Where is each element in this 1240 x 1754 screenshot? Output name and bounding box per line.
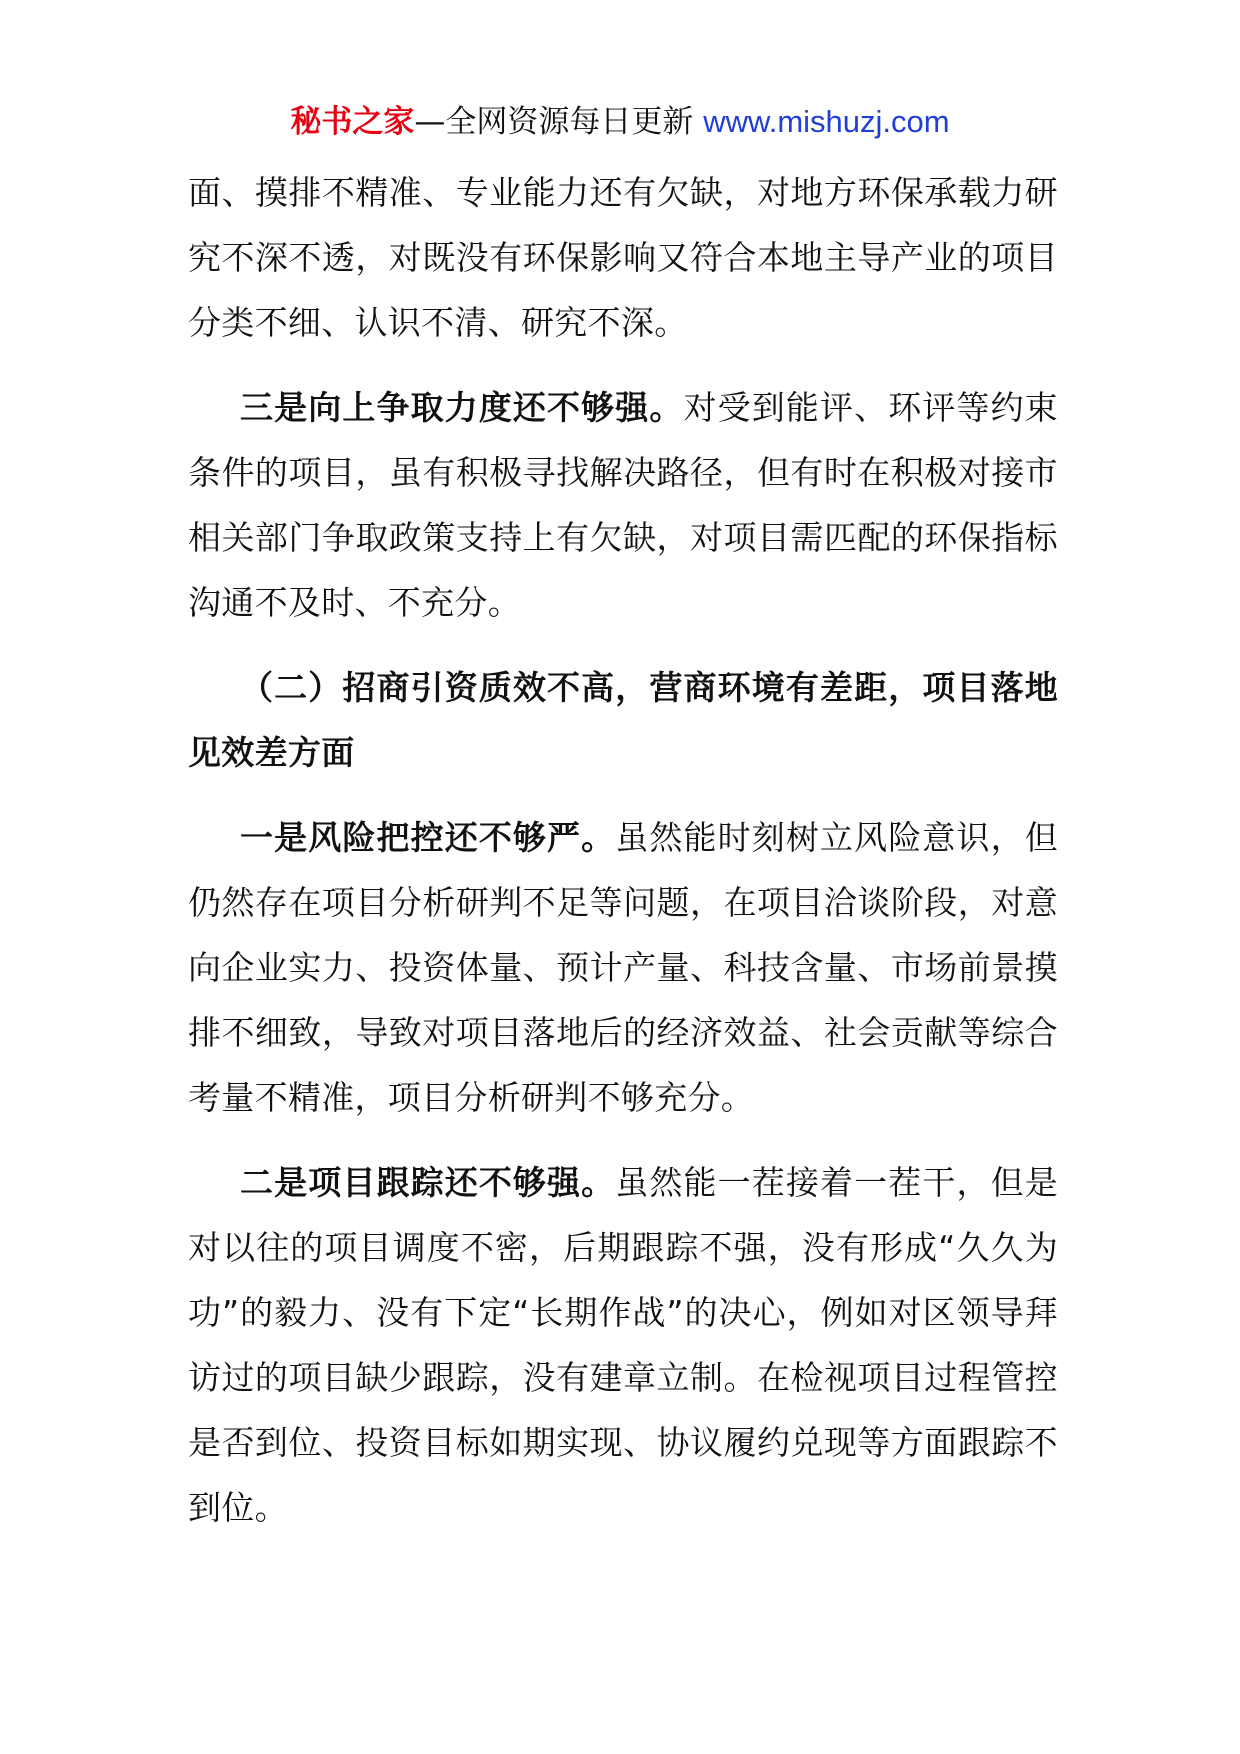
paragraph-lead: 一是风险把控还不够严。 [240, 818, 616, 857]
paragraph-text: 对受到能评、环评等约束条件的项目，虽有积极寻找解决路径，但有时在积极对接市相关部门争取政策支持上有欠缺，对项目需匹配的环保指标沟通不及时、不充分。 [188, 388, 1058, 622]
paragraph-continuation [188, 160, 1058, 355]
paragraph-text: 虽然能时刻树立风险意识，但仍然存在项目分析研判不足等问题，在项目洽谈阶段，对意向企业实力、投资体量、预计产量、科技含量、市场前景摸排不细致，导致对项目落地后的经济效益、社会贡献等综合考量不精准，项目分析研判不够充分。 [188, 818, 1058, 1117]
section-heading: （二）招商引资质效不高，营商环境有差距，项目落地见效差方面 [188, 668, 1058, 772]
paragraph-text: 虽然能一茬接着一茬干，但是对以往的项目调度不密，后期跟踪不强，没有形成“久久为功”的毅力、没有下定“长期作战”的决心，例如对区领导拜访过的项目缺少跟踪，没有建章立制。在检视项目过程管控是否到位、投资目标如期实现、协议履约兑现等方面跟踪不到位。 [188, 1163, 1058, 1527]
paragraph-project-tracking [188, 1150, 1058, 1540]
paragraph-lead: 三是向上争取力度还不够强。 [240, 388, 684, 427]
brand-name: 秘书之家 [290, 104, 415, 140]
site-url-link[interactable]: www.mishuzj.com [703, 104, 950, 139]
paragraph-lead: 二是项目跟踪还不够强。 [240, 1163, 616, 1202]
paragraph-upward-support [188, 375, 1058, 635]
site-header [0, 100, 1240, 144]
header-slogan: —全网资源每日更新 [414, 104, 704, 140]
document-body [188, 160, 1058, 1540]
paragraph-risk-control [188, 805, 1058, 1130]
paragraph-text: 面、摸排不精准、专业能力还有欠缺，对地方环保承载力研究不深不透，对既没有环保影响又符合本地主导产业的项目分类不细、认识不清、研究不深。 [188, 173, 1058, 342]
